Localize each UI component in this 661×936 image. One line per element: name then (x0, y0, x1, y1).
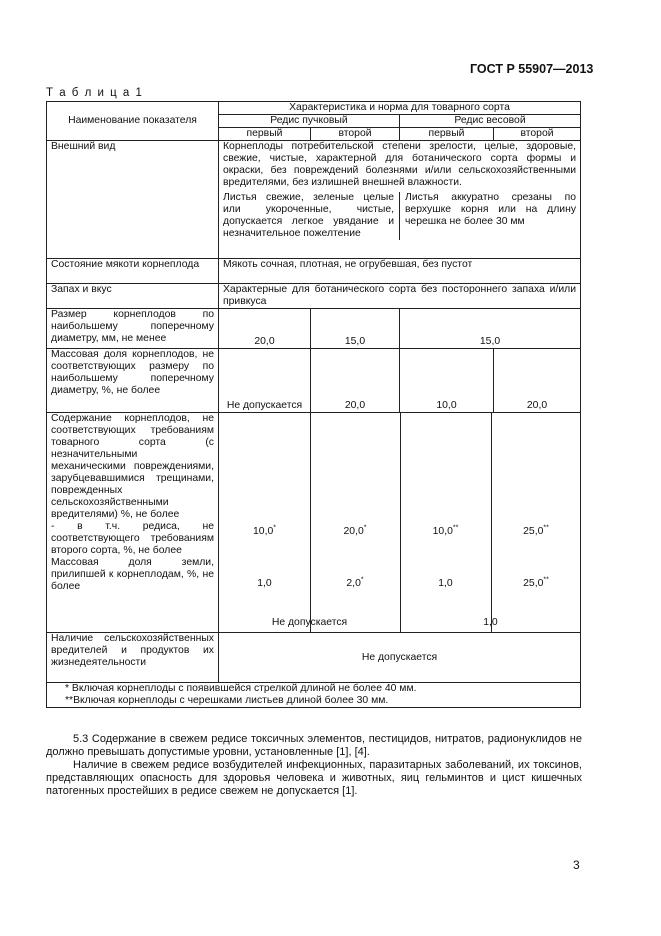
standard-designation: ГОСТ Р 55907—2013 (470, 62, 594, 76)
mass-share-bunch-first: Не допускается (219, 349, 311, 413)
quality-table (46, 101, 581, 708)
content-weight-first: 10,0 (432, 526, 453, 537)
sub-weight-first: 1,0 (438, 578, 453, 589)
soil-bunch: Не допускается (271, 617, 348, 628)
table-row (47, 141, 581, 259)
content-sub-name: - в т.ч. редиса, не соответствующего требованиям второго сорта, %, не более (51, 521, 214, 556)
row-name-content (47, 413, 219, 633)
sub-weight-second: 25,0 (523, 578, 544, 589)
row-name-pests: Наличие сельскохозяйственных вредителей и продуктов их жизнедеятельности (47, 633, 219, 683)
sub-bunch-second: 2,0 (346, 578, 361, 589)
sub-bunch-first: 1,0 (257, 578, 272, 589)
appearance-weight: Листья аккуратно срезаны по верхушке корня или на длину черешка не более 30 мм (405, 192, 577, 227)
content-bunch-second-mark: * (363, 524, 367, 532)
table-caption: Т а б л и ц а 1 (46, 87, 144, 99)
size-bunch-first: 20,0 (219, 309, 311, 349)
col-header-characteristic: Характеристика и норма для товарного сорта (219, 102, 581, 115)
table-row (47, 259, 581, 284)
row-value-pests: Не допускается (219, 633, 581, 683)
row-name-size: Размер корнеплодов по наибольшему поперечному диаметру, мм, не менее (47, 309, 219, 349)
mass-share-weight-second: 20,0 (494, 349, 581, 413)
sub-weight-second-mark: ** (543, 576, 549, 584)
row-name-smell: Запах и вкус (47, 284, 219, 309)
row-name-appearance: Внешний вид (47, 141, 219, 259)
col-header-weight-second: второй (494, 128, 581, 141)
content-bunch-second: 20,0 (343, 526, 364, 537)
content-bunch-first: 10,0 (253, 526, 274, 537)
table-row (47, 413, 581, 633)
mass-share-weight-first: 10,0 (400, 349, 494, 413)
paragraph-pathogens: Наличие в свежем редисе возбудителей инфекционных, паразитарных заболеваний, их токсинов, представляющих опасность для здоровья человека и животных, яиц гельминтов и цист кишечных патогенных простейших в редисе свежем не допускается [1]. (46, 759, 582, 797)
row-value-flesh: Мякоть сочная, плотная, не огрубевшая, без пустот (219, 259, 581, 284)
table-row (47, 349, 581, 413)
col-header-bunch-second: второй (311, 128, 400, 141)
page-number: 3 (573, 858, 580, 872)
row-value-appearance (219, 141, 581, 259)
note-2: **Включая корнеплоды с черешками листьев длиной более 30 мм. (65, 695, 389, 706)
content-weight-first-mark: ** (452, 524, 459, 532)
content-name: Содержание корнеплодов, не соответствующих требованиям товарного сорта (с незначительными механическими повреждениями, зарубцевавшимися трещинами, поврежденных сельскохозяйственными вредителями) %, не более (51, 413, 214, 520)
row-name-mass-share: Массовая доля корнеплодов, не соответствующих размеру по наибольшему поперечному диаметру, %, не более (47, 349, 219, 413)
col-header-weight-first: первый (400, 128, 494, 141)
mass-share-bunch-second: 20,0 (311, 349, 400, 413)
col-header-indicator: Наименование показателя (47, 102, 219, 141)
row-value-smell: Характерные для ботанического сорта без постороннего запаха и/или привкуса (219, 284, 581, 309)
col-header-bunch: Редис пучковый (219, 115, 400, 128)
table-notes (47, 683, 581, 708)
col-header-weight: Редис весовой (400, 115, 581, 128)
row-name-flesh: Состояние мякоти корнеплода (47, 259, 219, 284)
content-bunch-first-mark: * (273, 524, 276, 532)
soil-weight: 1,0 (483, 617, 498, 628)
soil-name: Массовая доля земли, прилипшей к корнеплодам, %, не более (51, 557, 214, 592)
table-row (47, 284, 581, 309)
appearance-bunch: Листья свежие, зеленые целые или укороченные, чистые, допускается легкое увядание и незначительное пожелтение (223, 192, 400, 240)
table-row (47, 309, 581, 349)
content-weight-second: 25,0 (523, 526, 544, 537)
size-bunch-second: 15,0 (311, 309, 400, 349)
table-row (47, 633, 581, 683)
sub-bunch-second-mark: * (360, 576, 364, 584)
note-1: * Включая корнеплоды с появившейся стрелкой длиной не более 40 мм. (65, 683, 417, 694)
size-weight: 15,0 (400, 309, 581, 349)
content-weight-second-mark: ** (543, 524, 549, 532)
col-header-bunch-first: первый (219, 128, 311, 141)
content-values (219, 413, 581, 633)
paragraph-5-3: 5.3 Содержание в свежем редисе токсичных элементов, пестицидов, нитратов, радионуклидов не должно превышать допустимые уровни, установленные [1], [4]. (46, 733, 582, 758)
appearance-common: Корнеплоды потребительской степени зрелости, целые, здоровые, свежие, чистые, характерной для ботанического сорта формы и окраски, без повреждений болезнями и/или сельскохозяйственными вредителями, без излишней внешней влажности. (223, 141, 577, 188)
